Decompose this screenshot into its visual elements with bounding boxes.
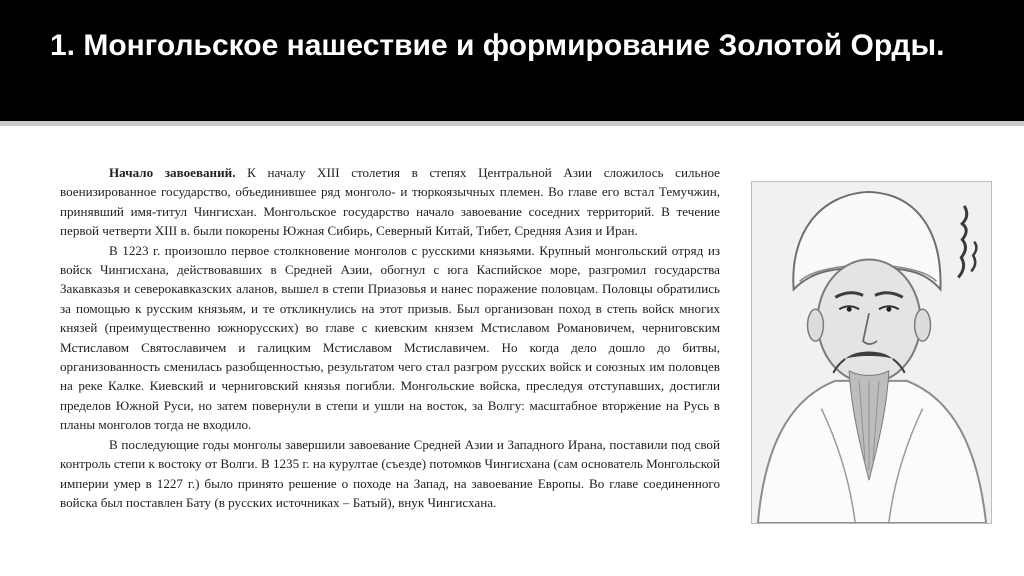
title-divider xyxy=(0,121,1024,126)
paragraph-1-body: К началу XIII столетия в степях Центральной Азии сложилось сильное военизированное государство, объединившее ряд монголо- и тюркоязычных племен. Во главе его встал Темучжин, принявший имя-титул Чингисхан. Монгольское государство начало завоевание соседних территорий. В течение первой четверти XIII в. были покорены Южная Сибирь, Северный Китай, Тибет, Средняя Азия и Иран. xyxy=(60,165,720,239)
paragraph-lead: Начало завоеваний. xyxy=(109,165,236,180)
slide-title: 1. Монгольское нашествие и формирование Золотой Орды. xyxy=(50,29,945,62)
portrait-image xyxy=(751,181,992,524)
body-text xyxy=(60,163,720,512)
title-bar xyxy=(0,0,1024,121)
paragraph-kalka: В 1223 г. произошло первое столкновение монголов с русскими князьями. Крупный монгольский отряд из войск Чингисхана, действовавших в Средней Азии, обогнул с юга Каспийское море, разгромил государства Закавказья и северокавказских аланов, вышел в степи Приазовья и нанес поражение половцам. Половцы обратились за помощью к русским князьям, и те откликнулись на этот призыв. Был организован поход в степь войск многих князей (преимущественно южнорусских) во главе с киевским князем Мстиславом Романовичем, черниговским Мстиславом Святославичем и галицким Мстиславом Мстиславичем. Но когда дело дошло до битвы, организованность сменилась разобщенностью, результатом чего стал разгром русских войск и союзных им половцев на реке Калке. Киевский и черниговский князья погибли. Монгольские войска, преследуя отступавших, достигли пределов Южной Руси, но затем повернули в степи и ушли на восток, за Волгу: масштабное вторжение на Русь в планы монголов тогда не входило. xyxy=(60,242,720,433)
paragraph-kurultai: В последующие годы монголы завершили завоевание Средней Азии и Западного Ирана, поставили под свой контроль степи к востоку от Волги. В 1235 г. на курултае (съезде) потомков Чингисхана (сам основатель Монгольской империи умер в 1227 г.) было принято решение о походе на Запад, на завоевание Европы. Во главе соединенного войска был поставлен Бату (в русских источниках – Батый), внук Чингисхана. xyxy=(60,436,720,510)
paragraph-conquest-start xyxy=(60,163,720,241)
portrait-drawing xyxy=(752,182,991,523)
